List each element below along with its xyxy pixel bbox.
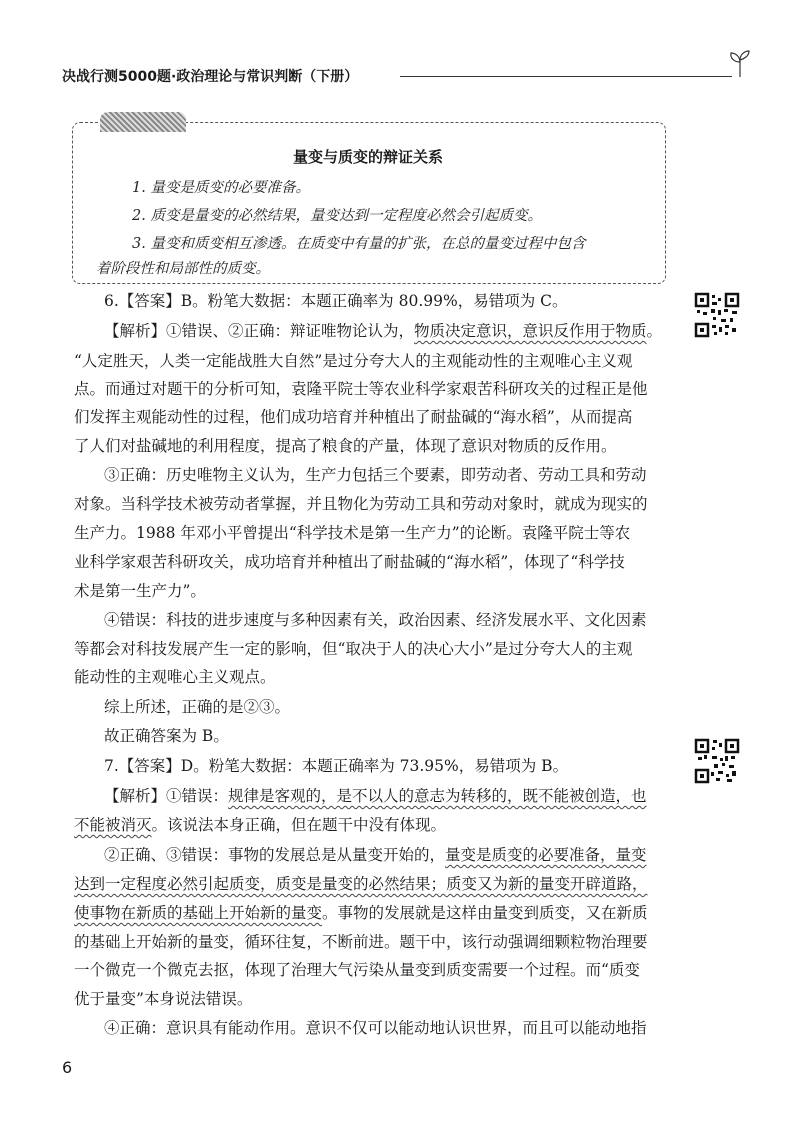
book-title: 决战行测5000题·政治理论与常识判断（下册） xyxy=(62,69,359,85)
text-span: 。该说法本身正确，但在题干中没有体现。 xyxy=(151,816,447,834)
paragraph-line: 优于量变”本身说法错误。 xyxy=(74,990,253,1008)
emphasized-text: 规律是客观的，是不以人的意志为转移的，既不能被创造，也 xyxy=(228,787,647,805)
paragraph-line: ④正确：意识具有能动作用。意识不仅可以能动地认识世界，而且可以能动地指 xyxy=(104,1019,647,1037)
paragraph-line: 等都会对科技发展产生一定的影响，但“取决于人的决心大小”是过分夸大人的主观 xyxy=(74,640,633,658)
note-box-tab-decoration xyxy=(100,112,186,132)
page-number: 6 xyxy=(62,1058,73,1077)
sprout-icon xyxy=(728,48,752,78)
header-rule xyxy=(400,76,732,77)
paragraph-line: 了人们对盐碱地的利用程度，提高了粮食的产量，体现了意识对物质的反作用。 xyxy=(74,437,617,455)
note-line-3a: 3. 量变和质变相互渗透。在质变中有量的扩张，在总的量变过程中包含 xyxy=(132,236,586,252)
paragraph-line: 能动性的主观唯心主义观点。 xyxy=(74,668,276,686)
paragraph-line xyxy=(74,906,648,922)
qr-code-icon[interactable] xyxy=(694,292,740,338)
paragraph-line: ④错误：科技的进步速度与多种因素有关，政治因素、经济发展水平、文化因素 xyxy=(104,611,647,629)
q7-analysis-line xyxy=(104,789,647,805)
note-box-title: 量变与质变的辩证关系 xyxy=(292,148,443,166)
text-span: 【解析】①错误： xyxy=(104,787,229,805)
emphasized-text: 量变是质变的必要准备，量变 xyxy=(445,846,647,864)
running-header xyxy=(62,64,752,88)
q6-answer-line: 6.【答案】B。粉笔大数据：本题正确率为 80.99%，易错项为 C。 xyxy=(104,292,568,310)
emphasized-text: 使事物在新质的基础上开始新的量变 xyxy=(74,904,323,922)
paragraph-line: 业科学家艰苦科研攻关，成功培育并种植出了耐盐碱的“海水稻”，体现了“科学技 xyxy=(74,553,625,571)
paragraph-line: 对象。当科学技术被劳动者掌握，并且物化为劳动工具和劳动对象时，就成为现实的 xyxy=(74,495,648,513)
q6-analysis-line xyxy=(104,324,662,340)
note-line-1: 1. 量变是质变的必要准备。 xyxy=(132,180,310,196)
paragraph-line: 术是第一生产力”。 xyxy=(74,582,206,600)
paragraph-line: 们发挥主观能动性的过程，他们成功培育并种植出了耐盐碱的“海水稻”，从而提高 xyxy=(74,408,633,426)
text-span: 【解析】①错误、②正确：辩证唯物论认为， xyxy=(104,322,415,340)
note-line-3b: 着阶段性和局部性的质变。 xyxy=(96,261,270,277)
paragraph-line xyxy=(104,848,647,864)
paragraph-line: ③正确：历史唯物主义认为，生产力包括三个要素，即劳动者、劳动工具和劳动 xyxy=(104,466,647,484)
paragraph-line: 综上所述，正确的是②③。 xyxy=(104,698,291,716)
text-span: 。事物的发展就是这样由量变到质变，又在新质 xyxy=(322,904,648,922)
emphasized-text: 物质决定意识，意识反作用于物质 xyxy=(414,322,647,340)
qr-code-icon[interactable] xyxy=(694,738,740,784)
paragraph-line: “人定胜天，人类一定能战胜大自然”是过分夸大人的主观能动性的主观唯心主义观 xyxy=(74,352,633,370)
emphasized-line: 达到一定程度必然引起质变，质变是量变的必然结果；质变又为新的量变开辟道路， xyxy=(74,875,648,893)
paragraph-line: 故正确答案为 B。 xyxy=(104,727,229,745)
paragraph-line: 的基础上开始新的量变，循环往复，不断前进。题干中，该行动强调细颗粒物治理要 xyxy=(74,933,648,951)
q7-answer-line: 7.【答案】D。粉笔大数据：本题正确率为 73.95%，易错项为 B。 xyxy=(104,757,569,775)
paragraph-line xyxy=(74,818,446,834)
note-line-2: 2. 质变是量变的必然结果，量变达到一定程度必然会引起质变。 xyxy=(132,208,542,224)
paragraph-line: 一个微克一个微克去抠，体现了治理大气污染从量变到质变需要一个过程。而“质变 xyxy=(74,961,640,979)
emphasized-text: 不能被消灭 xyxy=(74,816,152,834)
text-span: ②正确、③错误：事物的发展总是从量变开始的， xyxy=(104,846,446,864)
paragraph-line: 生产力。1988 年邓小平曾提出“科学技术是第一生产力”的论断。袁隆平院士等农 xyxy=(74,524,631,542)
paragraph-line: 点。而通过对题干的分析可知，袁隆平院士等农业科学家艰苦科研攻关的过程正是他 xyxy=(74,380,648,398)
text-span: 。 xyxy=(646,322,663,340)
